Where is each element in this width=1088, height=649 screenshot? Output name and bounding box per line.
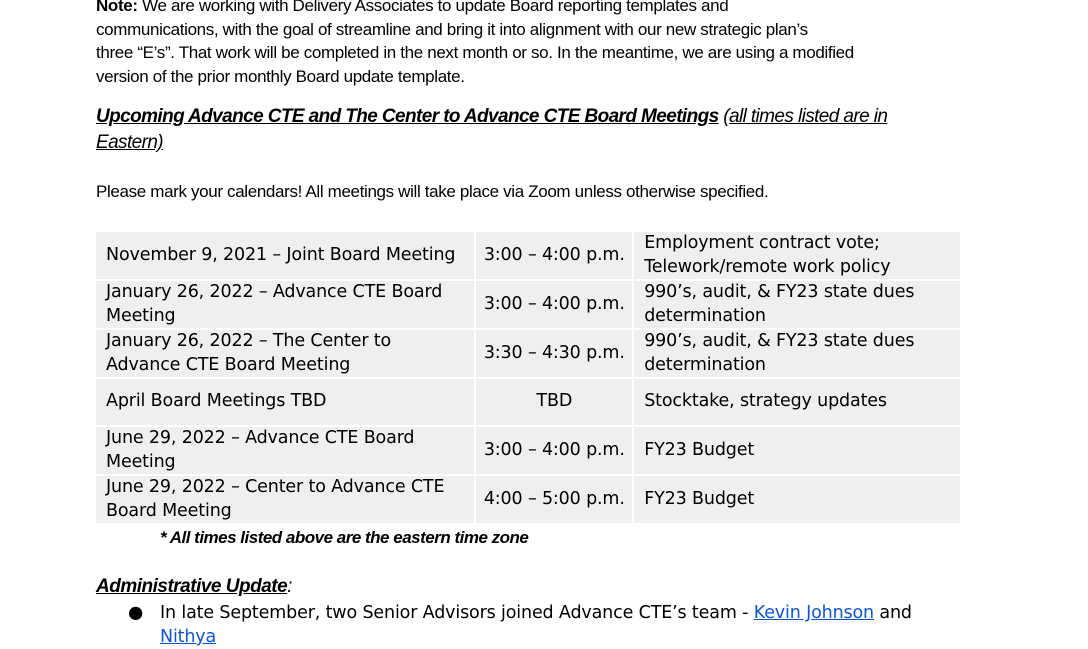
meeting-time-cell: 4:00 – 5:00 p.m.	[476, 476, 632, 523]
meeting-topics-cell: FY23 Budget	[634, 476, 960, 523]
meeting-time-cell: TBD	[476, 379, 632, 425]
meeting-topics-cell: Employment contract vote; Telework/remote work policy	[634, 232, 960, 279]
note-paragraph	[96, 0, 962, 88]
note-line-1: We are working with Delivery Associates to update Board reporting templates and	[137, 0, 729, 15]
meeting-time-cell: 3:00 – 4:00 p.m.	[476, 427, 632, 474]
meetings-heading	[96, 104, 962, 156]
meeting-topics-cell: Stocktake, strategy updates	[634, 379, 960, 425]
table-row	[96, 427, 960, 474]
meeting-time-cell: 3:00 – 4:00 p.m.	[476, 232, 632, 279]
admin-item-and: and	[874, 603, 912, 623]
table-row	[96, 476, 960, 523]
meeting-name-cell: January 26, 2022 – The Center to Advance CTE Board Meeting	[96, 330, 474, 377]
bullet-icon: ●	[128, 603, 144, 623]
admin-heading	[96, 575, 962, 599]
list-item	[96, 601, 962, 649]
nithya-link[interactable]: Nithya	[160, 627, 217, 647]
meetings-heading-aside-2: Eastern)	[96, 132, 164, 153]
meeting-name-cell: January 26, 2022 – Advance CTE Board Meeting	[96, 281, 474, 328]
note-line-4: version of the prior monthly Board update template.	[96, 66, 465, 86]
table-row	[96, 330, 960, 377]
note-line-3: three “E’s”. That work will be completed in the next month or so. In the meantime, we are using a modified	[96, 43, 854, 62]
meeting-time-cell: 3:30 – 4:30 p.m.	[476, 330, 632, 377]
calendar-note: Please mark your calendars! All meetings will take place via Zoom unless otherwise specified.	[96, 182, 769, 201]
meeting-name-cell: April Board Meetings TBD	[96, 379, 474, 425]
note-line-2: communications, with the goal of streamline and bring it into alignment with our new strategic plan’s	[96, 19, 808, 39]
table-row	[96, 281, 960, 328]
document-page	[96, 0, 962, 649]
meetings-heading-aside-1: (all times listed are in	[723, 106, 888, 127]
meeting-topics-cell: 990’s, audit, & FY23 state dues determination	[634, 330, 960, 377]
kevin-johnson-link[interactable]: Kevin Johnson	[753, 603, 874, 623]
meetings-heading-title: Upcoming Advance CTE and The Center to Advance CTE Board Meetings	[96, 106, 719, 127]
meeting-name-cell: June 29, 2022 – Advance CTE Board Meeting	[96, 427, 474, 474]
note-label: Note:	[96, 0, 138, 15]
timezone-note: * All times listed above are the eastern time zone	[160, 528, 529, 547]
table-row	[96, 379, 960, 425]
meeting-time-cell: 3:00 – 4:00 p.m.	[476, 281, 632, 328]
admin-heading-suffix: :	[287, 576, 292, 597]
meeting-topics-cell: 990’s, audit, & FY23 state dues determination	[634, 281, 960, 328]
admin-update-list	[96, 601, 962, 649]
admin-item-text: In late September, two Senior Advisors joined Advance CTE’s team -	[160, 603, 754, 623]
meeting-name-cell: June 29, 2022 – Center to Advance CTE Board Meeting	[96, 476, 474, 523]
meetings-table	[94, 230, 962, 525]
meeting-topics-cell: FY23 Budget	[634, 427, 960, 474]
meeting-name-cell: November 9, 2021 – Joint Board Meeting	[96, 232, 474, 279]
admin-heading-title: Administrative Update	[96, 576, 288, 597]
table-row	[96, 232, 960, 279]
